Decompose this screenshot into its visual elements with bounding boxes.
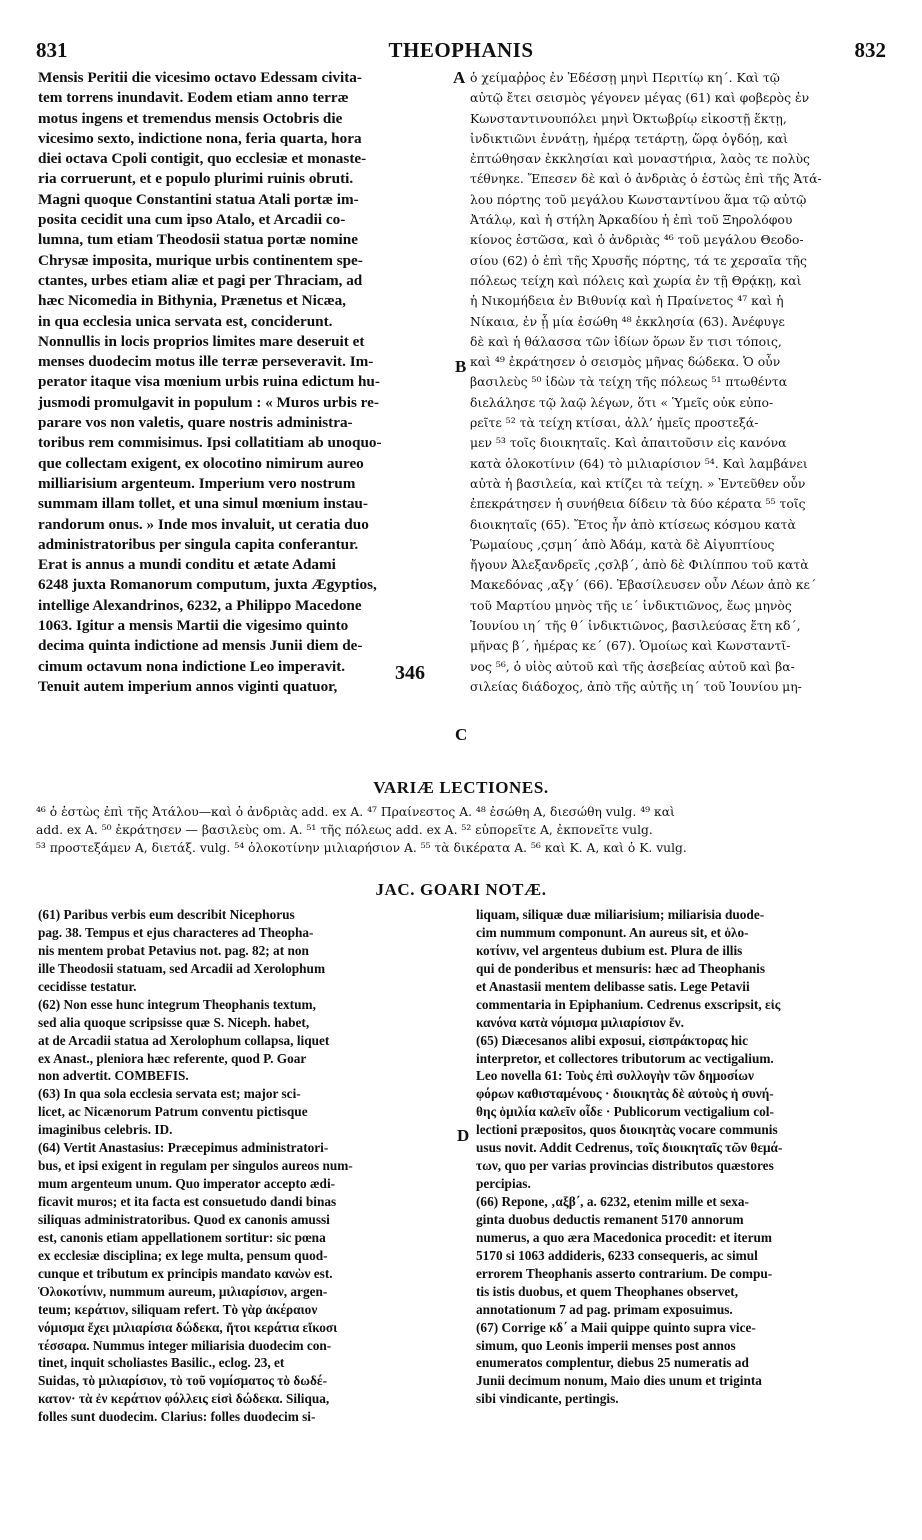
note-line: mum argenteum unum. Quo imperator accepto ædi- [38,1176,336,1192]
note-line: Junii decimum nonum, Maio dies unum et triginta [476,1373,762,1389]
latin-text-line: posita cecidit una cum ipso Atalo, et Arcadii co- [38,211,346,229]
greek-text-line: ἐπτώθησαν ἐκκλησίαι καὶ μοναστήρια, λαὸς τε πολὺς [470,151,810,167]
note-line: usus novit. Addit Cedrenus, τοῖς διοικηταῖς τῶν θεμά- [476,1140,783,1156]
note-line: τέσσαρα. Nummus integer miliarisia duodecim con- [38,1337,332,1353]
note-line: siliquas administratoribus. Quod ex canonis amussi [38,1211,330,1227]
note-line: imaginibus celebris. ID. [38,1122,173,1138]
greek-text-line: ἡ Νικομήδεια ἐν Βιθυνίᾳ καὶ ἡ Πραίνετος ⁴⁷ καὶ ἡ [470,293,784,309]
latin-text-line: tem torrens inundavit. Eodem etiam anno terræ [38,89,349,107]
note-line: των, quo per varias provincias distributos quæstores [476,1158,774,1174]
note-line: κατον· τὰ ἐν κεράτιον φόλλεις εἰσὶ δώδεκα. Siliqua, [38,1391,330,1407]
variae-lectiones [36,803,892,857]
note-line: est, canonis etiam appellationem sortitur: sic pœna [38,1229,326,1245]
latin-text-line: decima quinta indictione ad mensis Junii diem de- [38,637,363,655]
greek-text-line: νος ⁵⁶, ὁ υἱὸς αὐτοῦ καὶ τῆς ἀσεβείας αὐτοῦ καὶ βα- [470,658,795,674]
latin-text-line: diei octava Cpoli contigit, quo ecclesiæ et monaste- [38,150,367,168]
note-line: ginta duobus deductis remanent 5170 annorum [476,1211,744,1227]
greek-text-line: ρεῖτε ⁵² τὰ τείχη κτίσαι, ἀλλ’ ἡμεῖς προστεξά- [470,415,759,431]
note-line: errorem Theophanis asserto contrarium. De compu- [476,1265,773,1281]
latin-text-line: motus ingens et tremendus mensis Octobris die [38,109,343,127]
latin-text-line: administratoribus per singula capita conferantur. [38,535,359,553]
note-line: enumeratos complentur, diebus 25 numeratis ad [476,1355,749,1371]
latin-text-line: que collectam exigent, ex olocotino nimirum aureo [38,454,364,472]
margin-letter-d: D [457,1126,470,1145]
latin-text-line: Chrysæ imposita, murique urbis continentem spe- [38,251,363,269]
greek-text-line: Νίκαια, ἐν ᾗ μία ἐσώθη ⁴⁸ ἐκκλησία (63). Ἀνέφυγε [470,313,785,329]
greek-text-column [470,68,890,697]
latin-text-line: Tenuit autem imperium annos viginti quatuor, [38,677,338,695]
note-line: κανόνα κατὰ νόμισμα μιλιαρίσιον ἕν. [476,1014,684,1030]
latin-text-line: 1063. Igitur a mensis Martii die vigesimo quinto [38,617,349,635]
page-number-right: 832 [854,38,886,62]
note-line: (67) Corrige κδ΄ a Maii quippe quinto supra vice- [476,1319,756,1335]
greek-text-line: αὐτῷ ἔτει σεισμὸς γέγονεν μέγας (61) καὶ φοβερὸς ἐν [470,90,810,106]
note-line: sibi vindicante, pertingis. [476,1391,619,1407]
note-line: 5170 si 1063 addideris, 6233 consequeris, ac simul [476,1247,758,1263]
latin-text-line: Nonnullis in locis proprios limites mare deseruit et [38,332,365,350]
notes-right-column [476,906,894,1408]
latin-text-line: ria corruerunt, et e populo plurimi ruinis obruti. [38,170,354,188]
notes-left-column [38,906,450,1426]
note-line: pag. 38. Tempus et ejus characteres ad Theopha- [38,924,314,940]
notae-heading: JAC. GOARI NOTÆ. [375,880,547,899]
note-line: Suidas, τὸ μιλιαρίσιον, τὸ τοῦ νομίσματος τὸ δωδέ- [38,1373,328,1389]
note-line: ficavit muros; et ita facta est consuetudo dandi binas [38,1194,337,1209]
latin-text-line: toribus rem commisimus. Ipsi collatitiam ab unoquo- [38,434,382,452]
greek-text-line: μεν ⁵³ τοῖς διοικηταῖς. Καὶ ἀπαιτοῦσιν εἰς κανόνα [470,435,787,451]
note-line: ex ecclesiæ disciplina; ex lege multa, pensum quod- [38,1247,328,1263]
latin-text-line: milliarisium argenteum. Imperium vero nostrum [38,474,356,492]
note-line: bus, et ipsi exigent in regulam per singulos aureos num- [38,1158,353,1174]
note-line: cim nummum componunt. An aureus sit, et ὁλο- [476,924,749,940]
latin-text-line: summam illam tollet, et una simul mœnium instau- [38,495,368,513]
note-line: licet, ac Nicænorum Patrum conventu pictisque [38,1104,308,1120]
greek-text-line: διελάλησε τῷ λαῷ λέγων, ὅτι « Ὑμεῖς οὐκ εὐπο- [470,394,774,410]
note-line: numerus, a quo æra Macedonica procedit: et iterum [476,1229,772,1245]
margin-letter-a: A [453,68,466,87]
greek-text-line: Ἀτάλῳ, καὶ ἡ στήλη Ἀρκαδίου ἡ ἐπὶ τοῦ Ξηρολόφου [470,212,793,228]
latin-text-line: hæc Nicomedia in Bithynia, Prænetus et Nicæa, [38,292,346,310]
note-line: (66) Repone, ‚αξβ΄, a. 6232, etenim mille et sexa- [476,1194,749,1209]
latin-text-column [38,68,450,697]
latin-text-line: Mensis Peritii die vicesimo octavo Edessam civita- [38,69,362,86]
latin-text-line: vicesimo sexto, indictione nona, feria quarta, hora [38,129,362,147]
note-line: Ὁλοκοτίνιν, nummum aureum, μιλιαρίσιον, argen- [38,1283,328,1299]
note-line: (61) Paribus verbis eum describit Nicephorus [38,907,295,922]
greek-text-line: ἐπεκράτησεν ἡ συνήθεια δίδειν τὰ δύο κέρατα ⁵⁵ τοῖς [470,496,806,512]
latin-text-line: perator itaque visa mœnium urbis ruina edictum hu- [38,373,380,391]
greek-text-line: Ἰουνίου ιη΄ τῆς θ΄ ἰνδικτιῶνος, βασιλεύσας ἔτη κδ΄, [470,618,801,634]
note-line: simum, quo Leonis imperii menses post annos [476,1337,736,1353]
latin-text-line: 6248 juxta Romanorum computum, juxta Ægyptios, [38,576,377,594]
page-number-left: 831 [36,38,68,62]
note-line: sed alia quoque scripsisse quæ S. Niceph. habet, [38,1014,310,1030]
note-line: liquam, siliquæ duæ miliarisium; miliarisia duode- [476,907,765,922]
greek-text-line: σίου (62) ὁ ἐπὶ τῆς Χρυσῆς πόρτης, τά τε χερσαῖα τῆς [470,252,807,268]
latin-text-line: randorum onus. » Inde mos invaluit, ut ceratia duo [38,515,369,533]
margin-letter-b: B [455,357,467,376]
greek-text-line: δὲ καὶ ἡ θάλασσα τῶν ἰδίων ὅρων ἔν τισι τόποις, [470,333,782,349]
note-line: ex Anast., pleniora hæc referente, quod P. Goar [38,1050,307,1066]
note-line: non advertit. COMBEFIS. [38,1068,189,1084]
latin-text-line: cimum octavum nona indictione Leo imperavit. [38,657,346,675]
greek-text-line: ἤγουν Ἀλεξανδρεῖς ‚ςσλβ΄, ἀπὸ δὲ Φιλίππου τοῦ κατὰ [470,557,809,573]
greek-text-line: κατὰ ὁλοκοτίνιν (64) τὸ μιλιαρίσιον ⁵⁴. Καὶ λαμβάνει [470,455,808,471]
latin-text-line: Magni quoque Constantini statua Atali portæ im- [38,190,359,208]
greek-text-line: Μακεδόνας ‚αξγ΄ (66). Ἐβασίλευσεν οὖν Λέων ἀπὸ κε΄ [470,577,817,593]
variant-reading-line: ⁵³ προστεξάμεν A, διετάξ. vulg. ⁵⁴ ὁλοκοτίνην μιλιαρήσιον A. ⁵⁵ τὰ δικέρατα A. ⁵⁶ καὶ K. A, καὶ ὁ K. vulg. [36,841,687,855]
latin-text-line: ctantes, urbes etiam aliæ et pagi per Thraciam, ad [38,271,363,289]
greek-text-line: σιλείας διάδοχος, ἀπὸ τῆς αὐτῆς ιη΄ τοῦ Ἰουνίου μη- [470,678,802,694]
note-line: percipias. [476,1176,531,1192]
note-line: qui de ponderibus et mensuris: hæc ad Theophanis [476,960,766,976]
greek-text-line: βασιλεὺς ⁵⁰ ἰδὼν τὰ τείχη τῆς πόλεως ⁵¹ πτωθέντα [470,374,788,390]
note-line: et Anastasii mentem delibasse satis. Lege Petavii [476,978,750,994]
latin-text-line: parare vos non valetis, quare nostris administra- [38,414,353,432]
note-line: (65) Diæcesanos alibi exposui, εἰσπράκτορας hic [476,1032,748,1048]
column-number: 346 [395,662,425,684]
greek-text-line: τοῦ Μαρτίου μηνὸς τῆς ιε΄ ἰνδικτιῶνος, ἕως μηνὸς [470,597,792,613]
variant-reading-line: add. ex A. ⁵⁰ ἐκράτησεν — βασιλεὺς om. A. ⁵¹ τῆς πόλεως add. ex A. ⁵² εὐπορεῖτε A, ἐκπονεῖτε vulg. [36,823,653,837]
latin-text-line: intellige Alexandrinos, 6232, a Philippo Macedone [38,596,362,614]
note-line: Leo novella 61: Τοὺς ἐπὶ συλλογὴν τῶν δημοσίων [476,1068,754,1084]
note-line: teum; κεράτιον, siliquam refert. Τὸ γὰρ ἀκέραιον [38,1301,318,1317]
note-line: folles sunt duodecim. Clarius: folles duodecim si- [38,1409,316,1425]
note-line: θης ὁμιλία καλεῖν οἶδε · Publicorum vectigalium col- [476,1104,774,1120]
greek-text-line: Κωνσταντινουπόλει μηνὶ Ὀκτωβρίῳ εἰκοστῇ ἕκτῃ, [470,110,787,126]
note-line: (62) Non esse hunc integrum Theophanis textum, [38,996,316,1012]
page-header [36,38,886,64]
note-line: νόμισμα ἔχει μιλιαρίσια δώδεκα, ἤτοι κεράτια εἴκοσι [38,1319,338,1335]
note-line: nis mentem probat Petavius not. pag. 82; at non [38,942,309,958]
greek-text-line: τέθνηκε. Ἔπεσεν δὲ καὶ ὁ ἀνδριὰς ὁ ἑστὼς ἐπὶ τῆς Ἀτά- [470,171,822,187]
variae-heading: VARIÆ LECTIONES. [373,778,549,797]
note-line: cecidisse testatur. [38,978,137,994]
note-line: commentaria in Epiphanium. Cedrenus exscripsit, εἰς [476,996,781,1012]
greek-text-line: ὁ χείμαῤῥος ἐν Ἐδέσσῃ μηνὶ Περιτίῳ κη΄. Καὶ τῷ [470,70,780,85]
note-line: φόρων καθισταμένους · διοικητὰς δὲ αὐτοὺς ἡ συνή- [476,1086,774,1102]
greek-text-line: μῆνας β΄, ἡμέρας κε΄ (67). Ὁμοίως καὶ Κωνσταντῖ- [470,638,791,654]
note-line: ille Theodosii statuam, sed Arcadii ad Xerolophum [38,960,326,976]
greek-text-line: πόλεως τείχη καὶ πόλεις καὶ χωρία ἐν τῇ Θρᾴκῃ, καὶ [470,272,802,288]
greek-text-line: διοικηταῖς (65). Ἔτος ἦν ἀπὸ κτίσεως κόσμου κατὰ [470,516,796,532]
greek-text-line: Ῥωμαίους ‚ςσμη΄ ἀπὸ Ἀδάμ, κατὰ δὲ Αἰγυπτίους [470,536,775,552]
latin-text-line: menses duodecim motus ille terræ perseveravit. Im- [38,353,374,371]
greek-text-line: λου πόρτης τοῦ μεγάλου Κωνσταντίνου ἅμα τῷ αὐτῷ [470,191,807,207]
latin-text-line: jusmodi promulgavit in populum : « Muros urbis re- [38,393,379,411]
greek-text-line: αὐτὰ ἡ βασιλεία, καὶ κτίζει τὰ τείχη. » Ἐντεῦθεν οὖν [470,475,806,491]
note-line: (64) Vertit Anastasius: Præcepimus administratori- [38,1140,329,1156]
latin-text-line: in qua ecclesia unica servata est, conciderunt. [38,312,333,330]
note-line: tis istis duobus, et quem Theophanes observet, [476,1283,739,1299]
note-line: annotationum 7 ad pag. primam exposuimus. [476,1301,733,1317]
note-line: κοτίνιν, vel argenteus dubium est. Plura de illis [476,942,743,958]
note-line: tinet, inquit scholiastes Basilic., eclog. 23, et [38,1355,285,1371]
variant-reading-line: ⁴⁶ ὁ ἑστὼς ἐπὶ τῆς Ἀτάλου—καὶ ὁ ἀνδριὰς add. ex A. ⁴⁷ Πραίνεστος A. ⁴⁸ ἐσώθη A, διεσώθη vulg. ⁴⁹ καὶ [36,805,675,819]
note-line: (63) In qua sola ecclesia servata est; major sci- [38,1086,301,1102]
latin-text-line: Erat is annus a mundi conditu et ætate Adami [38,556,336,574]
greek-text-line: ἰνδικτιῶνι ἐννάτῃ, ἡμέρᾳ τετάρτῃ, ὥρᾳ ὀγδόῃ, καὶ [470,130,789,146]
note-line: cunque et tributum ex principis mandato κανὼν est. [38,1265,333,1281]
note-line: lectioni præpositos, quos διοικητὰς vocare communis [476,1122,778,1138]
margin-letter-c: C [455,725,468,744]
running-title: THEOPHANIS [388,38,534,62]
latin-text-line: lumna, tum etiam Theodosii statua portæ nomine [38,231,358,249]
note-line: interpretor, et collectores tributorum ac vectigalium. [476,1050,774,1066]
greek-text-line: καὶ ⁴⁹ ἐκράτησεν ὁ σεισμὸς μῆνας δώδεκα. Ὁ οὖν [470,354,781,370]
note-line: at de Arcadii statua ad Xerolophum collapsa, liquet [38,1032,330,1048]
greek-text-line: κίονος ἑστῶσα, καὶ ὁ ἀνδριὰς ⁴⁶ τοῦ μεγάλου Θεοδο- [470,232,804,248]
